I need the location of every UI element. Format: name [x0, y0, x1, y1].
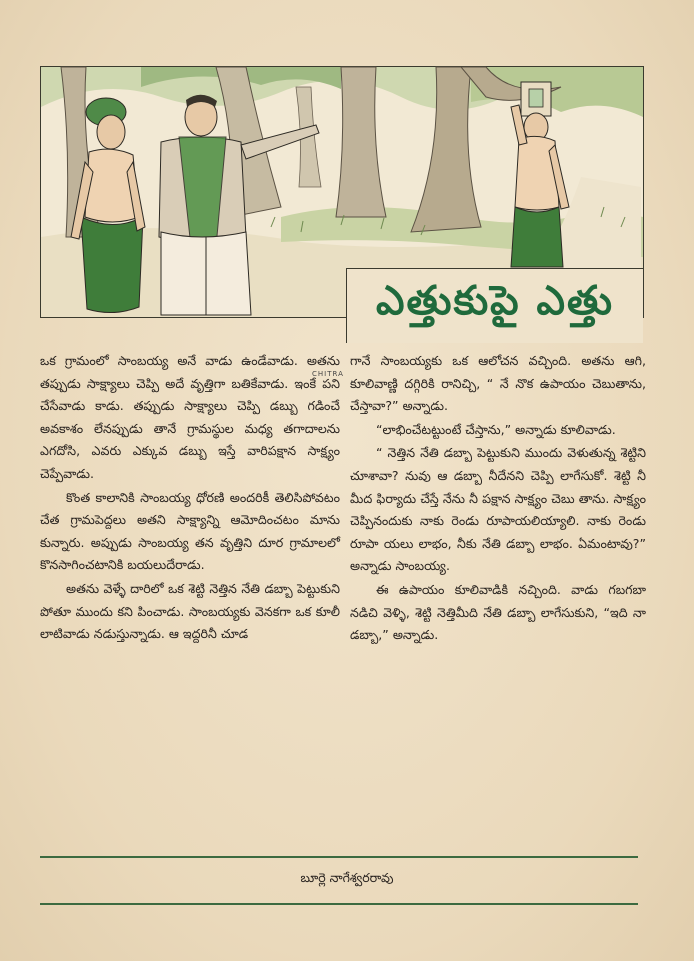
story-title: ఎత్తుకుపై ఎత్తు: [376, 278, 614, 324]
paragraph: కొంత కాలానికి సాంబయ్య ధోరణి అందరికీ తెలిసిపోవటం చేత గ్రామపెద్దలు అతని సాక్ష్యాన్ని ఆమోదించటం మాను కున్నారు. అప్పుడు సాంబయ్య తన వృత్తిని దూర గ్రామాలలో కొనసాగించటానికి బయలుదేరాడు.: [40, 489, 340, 573]
artist-signature: CHITRA: [312, 370, 344, 378]
text-column-left: [40, 350, 340, 647]
paragraph: ఈ ఉపాయం కూలివాడికి నచ్చింది. వాడు గబగబా నడిచి వెళ్ళి, శెట్టి నెత్తిమీది నేతి డబ్బా లాగేసుకుని, “ఇది నా డబ్బా,” అన్నాడు.: [350, 581, 646, 643]
divider-bottom: [40, 903, 638, 905]
author-name: బూర్లె నాగేశ్వరరావు: [300, 870, 394, 885]
paragraph: “లాభించేటట్టుంటే చేస్తాను,” అన్నాడు కూలివాడు.: [376, 421, 616, 437]
story-title-box: [346, 268, 643, 343]
paragraph: గానే సాంబయ్యకు ఒక ఆలోచన వచ్చింది. అతను ఆగి, కూలివాణ్ణి దగ్గిరికి రానిచ్చి, “ నే నొక ఉపాయం చెబుతాను, చేస్తావా?” అన్నాడు.: [350, 353, 646, 414]
paragraph: ఒక గ్రామంలో సాంబయ్య అనే వాడు ఉండేవాడు. అతను తప్పుడు సాక్ష్యాలు చెప్పి అదే వృత్తిగా బతికేవాడు. ఇంకే పని చేసేవాడు కాడు. తప్పుడు సాక్ష్యాలు చెప్పి డబ్బు గడించే అవకాశం లేనప్పుడు తానే గ్రామస్థుల మధ్య తగాదాలను ఎగదోసి, ఎవరు ఎక్కువ డబ్బు ఇస్తే వారిపక్షాన సాక్ష్యం చెప్పేవాడు.: [40, 353, 340, 481]
paragraph: అతను వెళ్ళే దారిలో ఒక శెట్టి నెత్తిన నేతి డబ్బా పెట్టుకుని పోతూ ముందు కని పించాడు. సాంబయ్యకు వెనకగా ఒక కూలీ లాటివాడు నడుస్తున్నాడు. ఆ ఇద్దరినీ చూడ: [40, 580, 340, 642]
divider-top: [40, 856, 638, 858]
paragraph: “ నెత్తిన నేతి డబ్బా పెట్టుకుని ముందు వెళుతున్న శెట్టిని చూశావా? నువు ఆ డబ్బా నీదేనని చెప్పి లాగేసుకో. శెట్టి నీ మీద ఫిర్యాదు చేస్తే నేను నీ పక్షాన సాక్ష్యం చెబు తాను. సాక్ష్యం చెప్పినందుకు నాకు రెండు రూపాయలియ్యాలి. నాకు రెండు రూపా యలు లాభం, నీకు నేతి డబ్బా లాభం. ఏమంటావు?” అన్నాడు సాంబయ్య.: [350, 445, 646, 574]
text-column-right: [350, 350, 646, 648]
